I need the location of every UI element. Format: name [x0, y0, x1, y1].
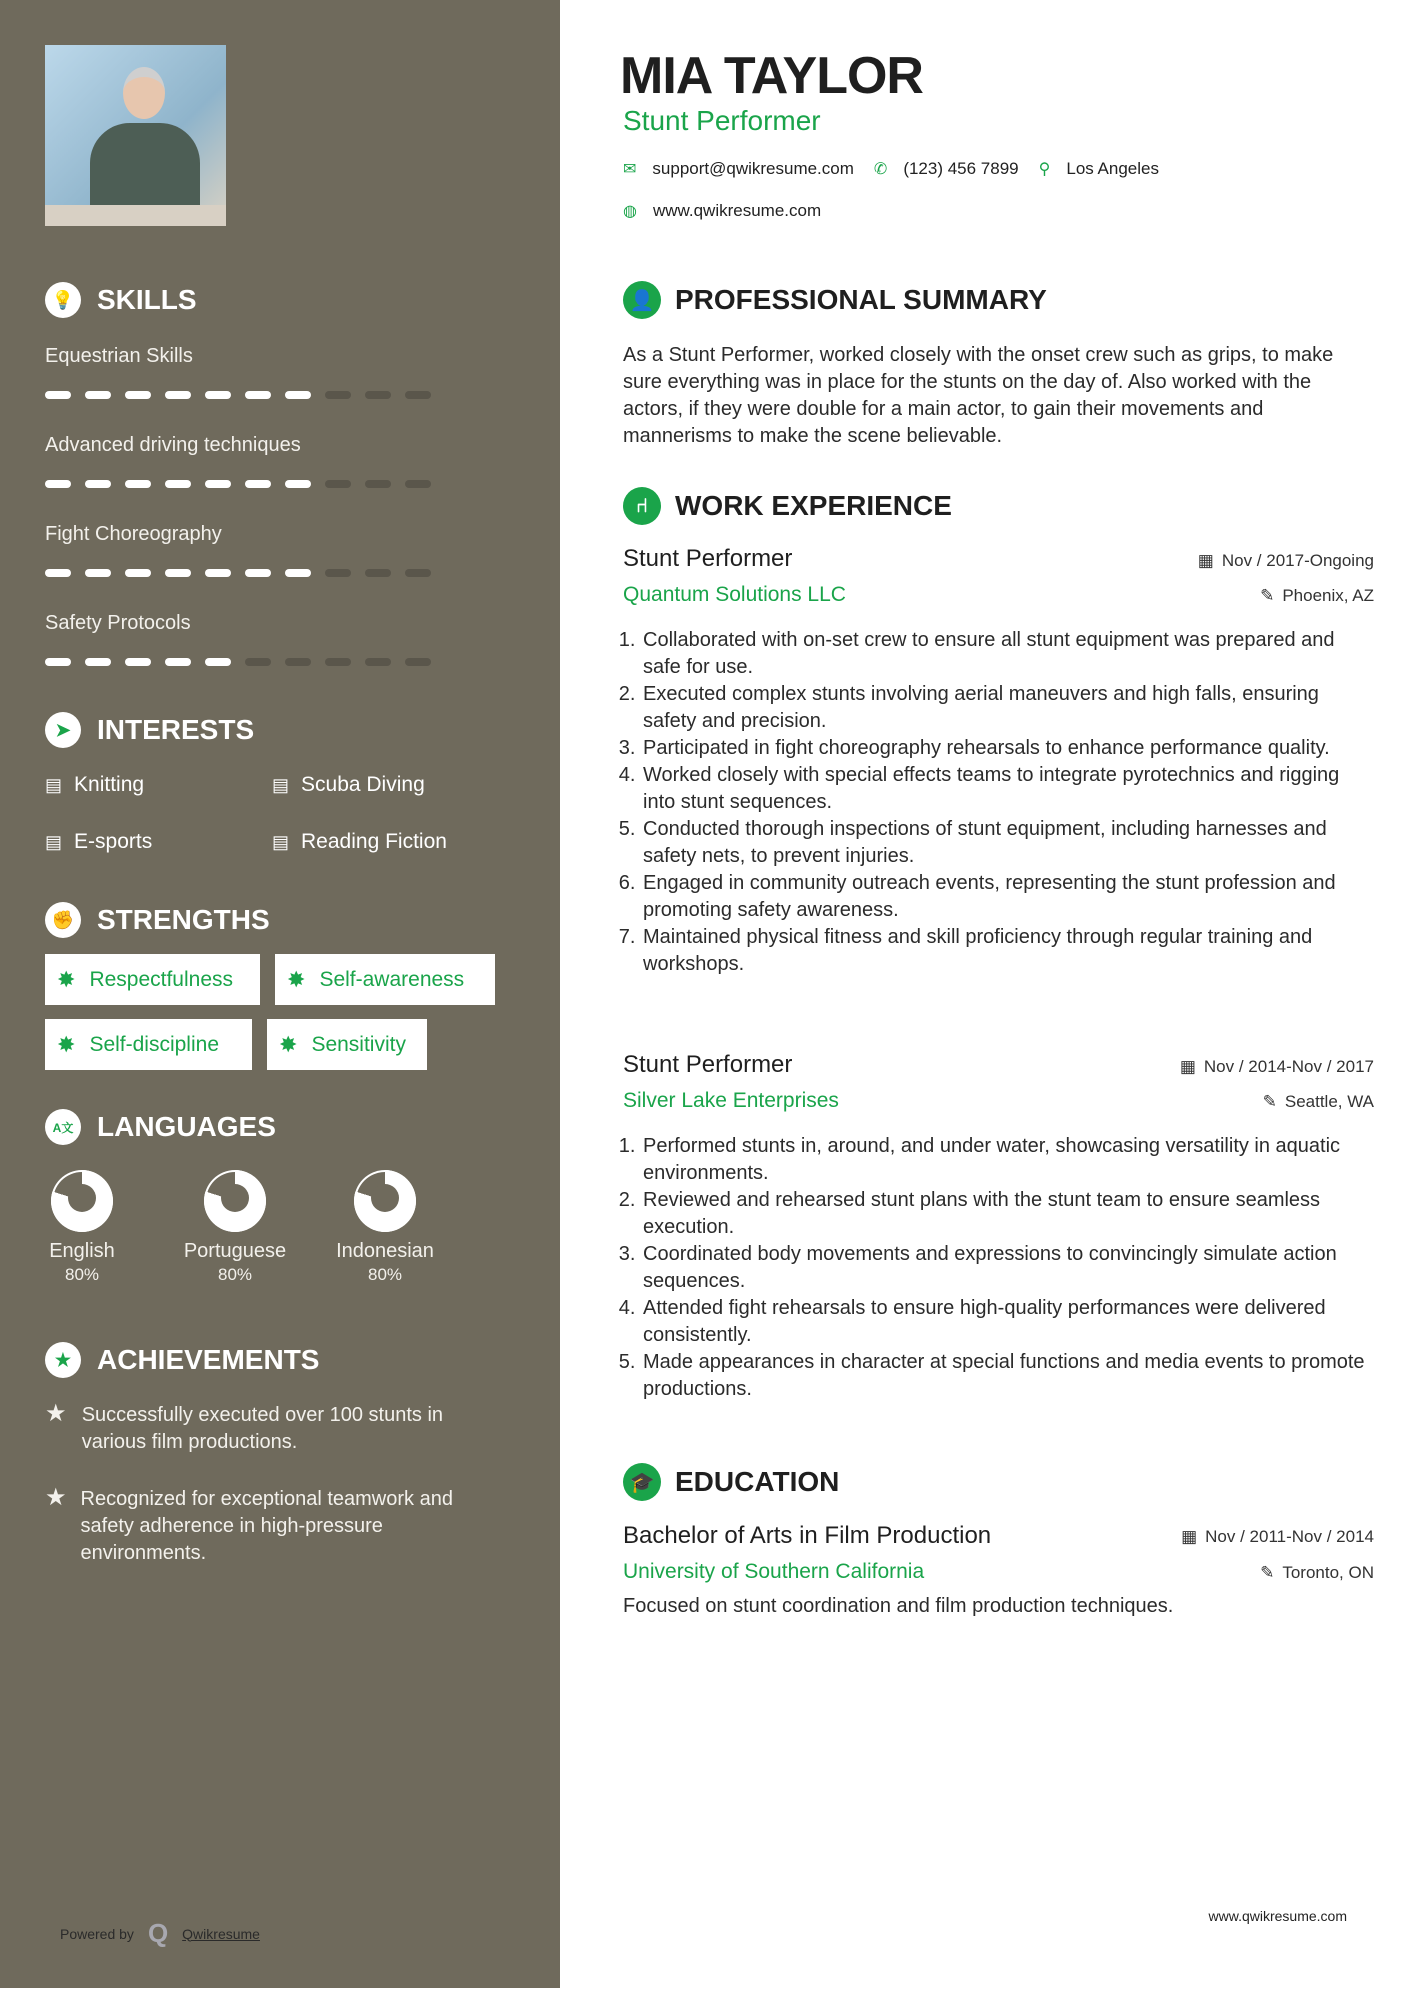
- strength-label: Self-awareness: [319, 967, 465, 991]
- skill-dash: [325, 391, 351, 399]
- skill-dash: [125, 391, 151, 399]
- education-dates: [1181, 1527, 1374, 1547]
- skill-dash: [325, 569, 351, 577]
- language-name: English: [49, 1240, 115, 1262]
- language-percent: 80%: [64, 1265, 100, 1284]
- skill-dash: [125, 569, 151, 577]
- heading-text: WORK EXPERIENCE: [675, 490, 952, 521]
- skill-dash: [165, 658, 191, 666]
- job-bullet: 4. Worked closely with special effects teams to integrate pyrotechnics and rigging into stunt sequences.: [641, 762, 1375, 816]
- interest-label: Scuba Diving: [301, 773, 425, 796]
- job-bullet: 5. Made appearances in character at special functions and media events to promote productions.: [641, 1349, 1375, 1403]
- book-icon: ▤: [45, 774, 63, 795]
- language-donut: [51, 1170, 113, 1232]
- website-row: [623, 201, 821, 221]
- skill-dash: [45, 569, 71, 577]
- location-text: Toronto, ON: [1282, 1563, 1374, 1582]
- star-icon: ★: [45, 1342, 81, 1378]
- qwikresume-logo-icon: Q: [147, 1918, 169, 1948]
- education-heading: [623, 1463, 839, 1501]
- degree: Bachelor of Arts in Film Production: [623, 1522, 992, 1549]
- pin-icon: ✎: [1260, 1563, 1275, 1582]
- language-item: [17, 1170, 147, 1285]
- interest-label: Knitting: [74, 773, 145, 796]
- skill-dash: [325, 658, 351, 666]
- skill-dash: [45, 658, 71, 666]
- phone-icon: ✆: [873, 161, 888, 178]
- skill-level-bar: [45, 391, 431, 399]
- skill-dash: [405, 658, 431, 666]
- education-location: [1260, 1563, 1374, 1583]
- school: University of Southern California: [623, 1560, 925, 1583]
- pin-icon: ✎: [1262, 1092, 1277, 1111]
- skill-dash: [285, 569, 311, 577]
- interest-item: [272, 773, 425, 797]
- job-bullet: 2. Executed complex stunts involving aerial maneuvers and high falls, ensuring safety and precision.: [641, 681, 1375, 735]
- book-icon: ▤: [45, 831, 63, 852]
- skill-dash: [245, 391, 271, 399]
- job-title: Stunt Performer: [623, 1051, 793, 1078]
- language-donut: [354, 1170, 416, 1232]
- education-text: Focused on stunt coordination and film production techniques.: [623, 1595, 1174, 1617]
- job-location: [1260, 586, 1374, 606]
- skill-dash: [85, 569, 111, 577]
- pin-icon: ✎: [1260, 586, 1275, 605]
- skill-dash: [405, 480, 431, 488]
- job-bullets: [623, 627, 1375, 978]
- skill-dash: [245, 658, 271, 666]
- calendar-icon: ▦: [1197, 551, 1214, 570]
- skill-dash: [125, 480, 151, 488]
- badge-icon: ✸: [57, 1031, 76, 1057]
- job-bullet: 3. Coordinated body movements and expressions to convincingly simulate action sequences.: [641, 1241, 1375, 1295]
- envelope-icon: ✉: [623, 161, 637, 178]
- star-icon: ★: [45, 1484, 67, 1511]
- summary-heading: [623, 281, 1047, 319]
- summary-text: As a Stunt Performer, worked closely with the onset crew such as grips, to make sure everything was in place for the stunts on the day of. Also worked with the actors, if they were double for a main actor, to gain their movements and mannerisms to make the scene believable.: [623, 344, 1334, 447]
- achievement-text: Recognized for exceptional teamwork and safety adherence in high-pressure environments.: [80, 1488, 453, 1564]
- lightbulb-icon: 💡: [45, 282, 81, 318]
- globe-icon: ◍: [623, 203, 637, 220]
- heading-text: SKILLS: [97, 284, 197, 315]
- book-icon: ▤: [272, 774, 290, 795]
- strengths-heading: [45, 902, 270, 938]
- skill-dash: [165, 480, 191, 488]
- job-title: Stunt Performer: [623, 105, 821, 136]
- strength-label: Sensitivity: [311, 1032, 406, 1056]
- powered-by: [60, 1918, 260, 1949]
- skill-dash: [325, 480, 351, 488]
- interest-item: [45, 830, 152, 854]
- skill-level-bar: [45, 569, 431, 577]
- skill-dash: [405, 391, 431, 399]
- interest-item: [272, 830, 447, 854]
- skill-dash: [365, 569, 391, 577]
- calendar-icon: ▦: [1179, 1057, 1196, 1076]
- email[interactable]: support@qwikresume.com: [652, 159, 854, 178]
- dates-text: Nov / 2014-Nov / 2017: [1203, 1057, 1374, 1076]
- dates-text: Nov / 2017-Ongoing: [1221, 551, 1374, 570]
- heading-text: PROFESSIONAL SUMMARY: [675, 284, 1047, 315]
- skills-heading: [45, 282, 197, 318]
- job-bullets: [623, 1133, 1375, 1403]
- skill-level-bar: [45, 480, 431, 488]
- company-name: Quantum Solutions LLC: [623, 583, 846, 606]
- skill-dash: [365, 480, 391, 488]
- graduate-icon: 🎓: [623, 1463, 661, 1501]
- job-bullet: 4. Attended fight rehearsals to ensure high-quality performances were delivered consistently.: [641, 1295, 1375, 1349]
- paper-plane-icon: ➤: [45, 712, 81, 748]
- strength-badge: [275, 954, 495, 1005]
- location: Los Angeles: [1066, 159, 1159, 178]
- heading-text: EDUCATION: [675, 1466, 840, 1497]
- interests-heading: [45, 712, 254, 748]
- skill-dash: [285, 480, 311, 488]
- fist-icon: ✊: [45, 902, 81, 938]
- language-percent: 80%: [367, 1265, 403, 1284]
- company-name: Silver Lake Enterprises: [623, 1089, 839, 1112]
- experience-heading: [623, 487, 952, 525]
- language-donut: [204, 1170, 266, 1232]
- skill-name: Advanced driving techniques: [45, 434, 301, 456]
- skill-name: Equestrian Skills: [45, 345, 193, 367]
- skill-dash: [85, 391, 111, 399]
- skill-dash: [165, 391, 191, 399]
- job-dates: [1180, 1057, 1374, 1077]
- interest-label: Reading Fiction: [301, 830, 447, 853]
- heading-text: STRENGTHS: [97, 904, 270, 935]
- skill-dash: [205, 569, 231, 577]
- skill-dash: [45, 391, 71, 399]
- skill-dash: [45, 480, 71, 488]
- footer-website[interactable]: www.qwikresume.com: [1208, 1908, 1347, 1924]
- language-item: [170, 1170, 300, 1285]
- job-bullet: 2. Reviewed and rehearsed stunt plans with the stunt team to ensure seamless execution.: [641, 1187, 1375, 1241]
- skill-name: Fight Choreography: [45, 523, 222, 545]
- user-icon: 👤: [623, 281, 661, 319]
- strength-badge: [45, 1019, 252, 1070]
- map-pin-icon: ⚲: [1038, 161, 1051, 178]
- heading-text: LANGUAGES: [97, 1111, 276, 1142]
- languages-heading: [45, 1109, 276, 1145]
- skill-dash: [285, 391, 311, 399]
- heading-text: ACHIEVEMENTS: [97, 1344, 320, 1375]
- contact-row: [623, 159, 1159, 179]
- profile-photo: [45, 45, 226, 226]
- job-bullet: 1. Collaborated with on-set crew to ensure all stunt equipment was prepared and safe for use.: [641, 627, 1375, 681]
- job-bullet: 1. Performed stunts in, around, and under water, showcasing versatility in aquatic environments.: [641, 1133, 1375, 1187]
- skill-dash: [365, 391, 391, 399]
- heading-text: INTERESTS: [97, 714, 255, 745]
- achievement-item: [45, 1486, 495, 1567]
- achievement-text: Successfully executed over 100 stunts in various film productions.: [81, 1404, 444, 1453]
- interest-label: E-sports: [74, 830, 153, 853]
- skill-dash: [165, 569, 191, 577]
- skill-dash: [85, 658, 111, 666]
- location-text: Seattle, WA: [1284, 1092, 1374, 1111]
- achievements-heading: [45, 1342, 319, 1378]
- language-percent: 80%: [217, 1265, 253, 1284]
- language-icon: A文: [45, 1109, 81, 1145]
- powered-by-label: Powered by: [60, 1925, 134, 1942]
- candidate-name: MIA TAYLOR: [620, 47, 923, 105]
- skill-dash: [205, 658, 231, 666]
- badge-icon: ✸: [57, 966, 76, 992]
- language-name: Portuguese: [183, 1240, 287, 1262]
- job-dates: [1198, 551, 1374, 571]
- strength-badge: [45, 954, 260, 1005]
- phone: (123) 456 7899: [903, 159, 1019, 178]
- job-title: Stunt Performer: [623, 545, 793, 572]
- interest-item: [45, 773, 144, 797]
- skill-dash: [405, 569, 431, 577]
- skill-dash: [245, 480, 271, 488]
- skill-dash: [285, 658, 311, 666]
- job-bullet: 3. Participated in fight choreography rehearsals to enhance performance quality.: [641, 735, 1375, 762]
- skill-dash: [205, 391, 231, 399]
- job-bullet: 5. Conducted thorough inspections of stunt equipment, including harnesses and safety nets, to prevent injuries.: [641, 816, 1375, 870]
- skill-name: Safety Protocols: [45, 612, 191, 634]
- calendar-icon: ▦: [1181, 1527, 1198, 1546]
- strength-label: Respectfulness: [89, 967, 234, 991]
- strength-label: Self-discipline: [89, 1032, 219, 1056]
- job-bullet: 7. Maintained physical fitness and skill proficiency through regular training and workshops.: [641, 924, 1375, 978]
- chair-icon: ⑁: [623, 487, 661, 525]
- location-text: Phoenix, AZ: [1282, 586, 1374, 605]
- website[interactable]: www.qwikresume.com: [652, 201, 822, 220]
- skill-dash: [125, 658, 151, 666]
- skill-dash: [85, 480, 111, 488]
- language-item: [320, 1170, 450, 1285]
- book-icon: ▤: [272, 831, 290, 852]
- badge-icon: ✸: [279, 1031, 298, 1057]
- qwikresume-link[interactable]: Qwikresume: [182, 1925, 260, 1942]
- strength-badge: [267, 1019, 427, 1070]
- skill-dash: [205, 480, 231, 488]
- skill-dash: [365, 658, 391, 666]
- skill-dash: [245, 569, 271, 577]
- job-location: [1263, 1092, 1374, 1112]
- star-icon: ★: [45, 1400, 67, 1427]
- language-name: Indonesian: [336, 1240, 434, 1262]
- job-bullet: 6. Engaged in community outreach events, representing the stunt profession and promoting safety awareness.: [641, 870, 1375, 924]
- achievement-item: [45, 1402, 495, 1456]
- skill-level-bar: [45, 658, 431, 666]
- sidebar: [0, 0, 560, 1988]
- dates-text: Nov / 2011-Nov / 2014: [1205, 1527, 1374, 1546]
- badge-icon: ✸: [287, 966, 306, 992]
